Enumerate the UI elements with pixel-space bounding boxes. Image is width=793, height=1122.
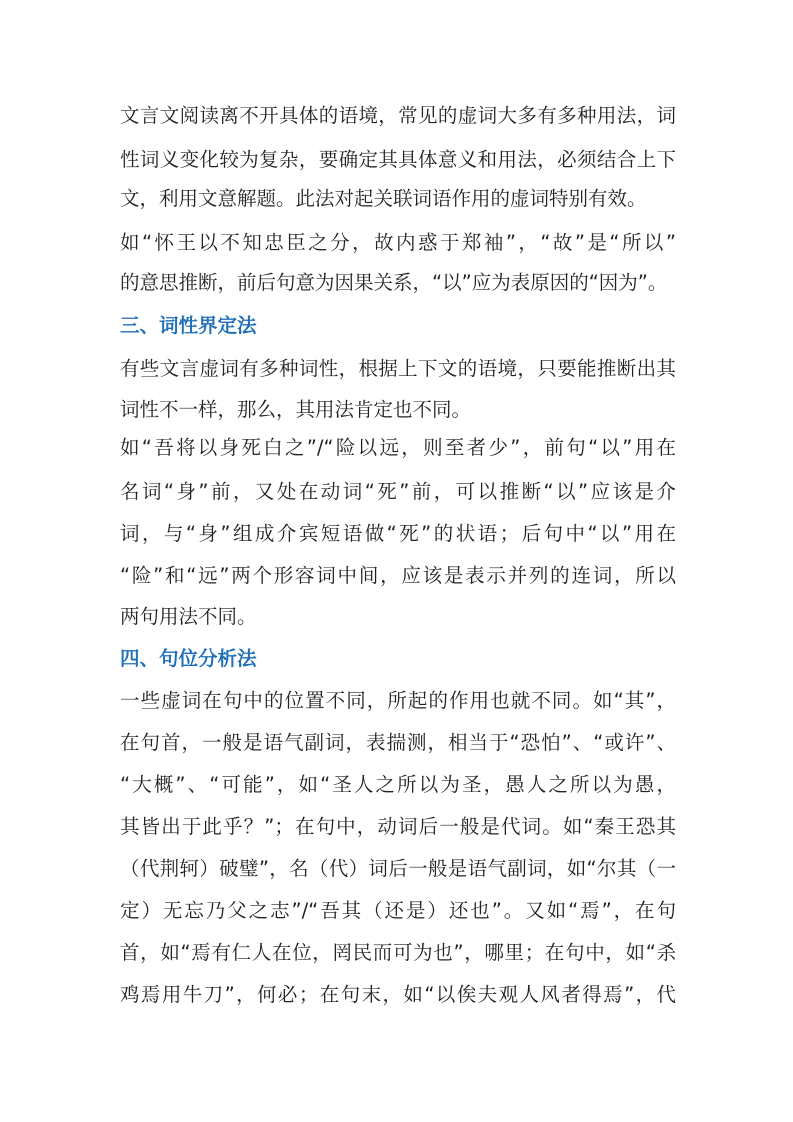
text-line: 性词义变化较为复杂，要确定其具体意义和用法，必须结合上下 — [120, 148, 676, 171]
text-line: 如“怀王以不知忠臣之分，故内惑于郑袖”，“故”是“所以” — [120, 231, 676, 254]
text-line: 鸡焉用牛刀”，何必；在句末，如“以俟夫观人风者得焉”，代 — [120, 983, 676, 1006]
text-line: 如“吾将以身死白之”/“险以远，则至者少”，前句“以”用在 — [120, 436, 676, 459]
text-line: 一些虚词在句中的位置不同，所起的作用也就不同。如“其”， — [120, 689, 676, 712]
text-line: （代荆轲）破璧”，名（代）词后一般是语气副词，如“尔其（一 — [120, 857, 676, 880]
text-line: 两句用法不同。 — [120, 605, 257, 628]
section-heading-position-analysis: 四、句位分析法 — [120, 647, 257, 670]
text-line: 的意思推断，前后句意为因果关系，“以”应为表原因的“因为”。 — [120, 271, 668, 294]
text-line: 文，利用文意解题。此法对起关联词语作用的虚词特别有效。 — [120, 187, 647, 210]
text-line: 词性不一样，那么，其用法肯定也不同。 — [120, 398, 472, 421]
section-heading-part-of-speech: 三、词性界定法 — [120, 314, 257, 337]
text-line: “大概”、“可能”，如“圣人之所以为圣，愚人之所以为愚， — [120, 773, 676, 796]
text-line: 在句首，一般是语气副词，表揣测，相当于“恐怕”、“或许”、 — [120, 731, 676, 754]
text-line: 词，与“身”组成介宾短语做“死”的状语；后句中“以”用在 — [120, 522, 676, 545]
text-line: 首，如“焉有仁人在位，罔民而可为也”，哪里；在句中，如“杀 — [120, 941, 676, 964]
text-line: 名词“身”前，又处在动词“死”前，可以推断“以”应该是介 — [120, 480, 676, 503]
text-line: 定）无忘乃父之志”/“吾其（还是）还也”。又如“焉”，在句 — [120, 899, 676, 922]
text-line: 文言文阅读离不开具体的语境，常见的虚词大多有多种用法，词 — [120, 104, 676, 127]
text-line: 有些文言虚词有多种词性，根据上下文的语境，只要能推断出其 — [120, 357, 676, 380]
text-line: 其皆出于此乎？”；在句中，动词后一般是代词。如“秦王恐其 — [120, 815, 676, 838]
text-line: “险”和“远”两个形容词中间，应该是表示并列的连词，所以 — [120, 564, 676, 587]
